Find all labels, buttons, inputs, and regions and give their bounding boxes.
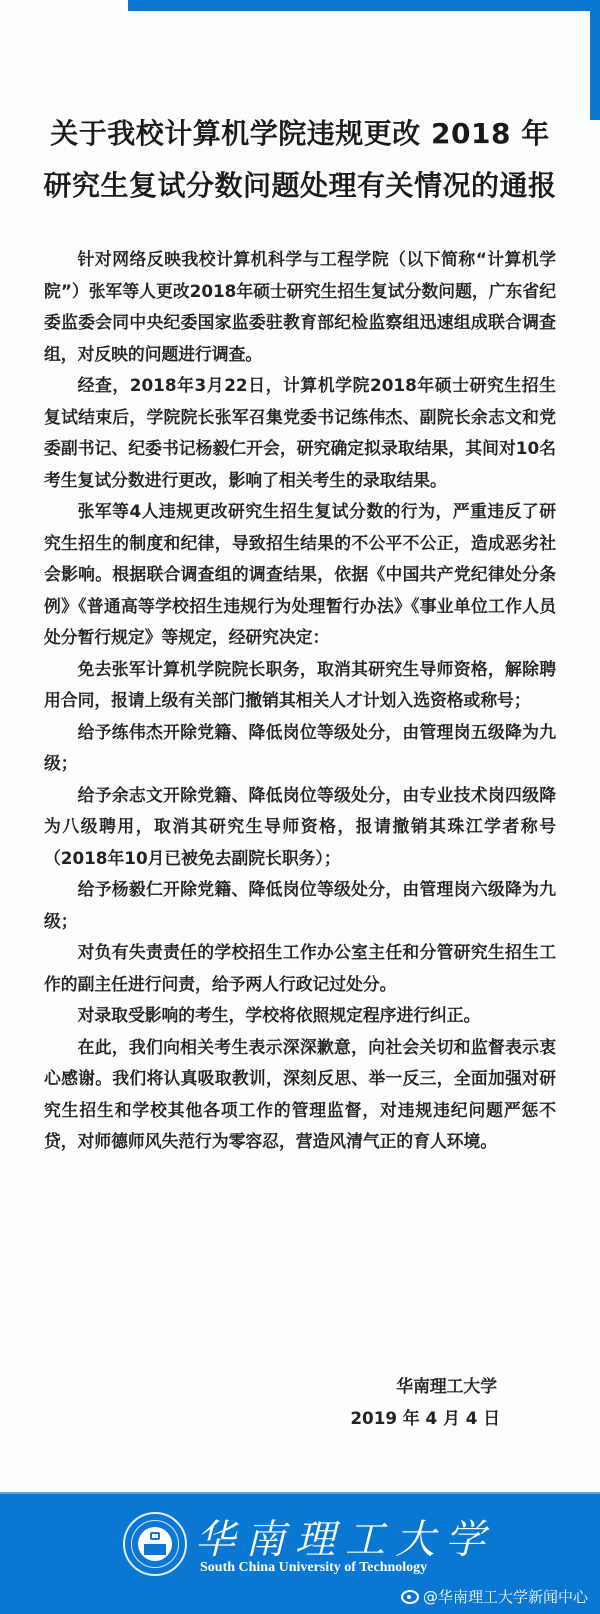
signature-organization: 华南理工大学	[396, 1376, 497, 1396]
university-name-cn: 华南理工大学	[195, 1517, 495, 1563]
weibo-icon	[401, 1590, 419, 1604]
right-accent-bar	[590, 0, 600, 120]
weibo-watermark	[401, 1586, 588, 1607]
watermark-text: @华南理工大学新闻中心	[422, 1588, 588, 1606]
paragraph-violation: 张军等4人违规更改研究生招生复试分数的行为，严重违反了研究生招生的制度和纪律，导致招生结果的不公平不公正，造成恶劣社会影响。根据联合调查组的调查结果，依据《中国共产党纪律处分条例》《普通高等学校招生违规行为处理暂行办法》《事业单位工作人员处分暂行规定》等规定，经研究决定：	[44, 501, 556, 647]
paragraph-correction: 对录取受影响的考生，学校将依照规定程序进行纠正。	[77, 1005, 481, 1025]
paragraph-intro: 针对网络反映我校计算机科学与工程学院（以下简称“计算机学院”）张军等人更改2018年硕士研究生招生复试分数问题，广东省纪委监委会同中央纪委国家监委驻教育部纪检监察组迅速组成联合调查组，对反映的问题进行调查。	[44, 249, 556, 364]
title-line-1: 关于我校计算机学院违规更改 2018 年	[50, 117, 550, 150]
university-seal-icon	[123, 1512, 187, 1576]
footer-banner	[0, 1492, 600, 1614]
title-line-2: 研究生复试分数问题处理有关情况的通报	[43, 169, 557, 202]
signature-date: 2019 年 4 月 4 日	[350, 1408, 500, 1428]
paragraph-findings: 经查，2018年3月22日，计算机学院2018年硕士研究生招生复试结束后，学院院长张军召集党委书记练伟杰、副院长余志文和党委副书记、纪委书记杨毅仁开会，研究确定拟录取结果，其间对10名考生复试分数进行更改，影响了相关考生的录取结果。	[44, 375, 556, 490]
paragraph-decision-yuzhiwen: 给予余志文开除党籍、降低岗位等级处分，由专业技术岗四级降为八级聘用，取消其研究生导师资格，报请撤销其珠江学者称号（2018年10月已被免去副院长职务）；	[44, 784, 556, 868]
seal-emblem	[150, 1532, 160, 1540]
university-name-en: South China University of Technology	[200, 1560, 428, 1575]
paragraph-decision-lianweijie: 给予练伟杰开除党籍、降低岗位等级处分，由管理岗五级降为九级；	[44, 721, 556, 773]
paragraph-apology: 在此，我们向相关考生表示深深歉意，向社会关切和监督表示衷心感谢。我们将认真吸取教训，深刻反思、举一反三，全面加强对研究生招生和学校其他各项工作的管理监督，对违规违纪问题严惩不贷，对师德师风失范行为零容忍，营造风清气正的育人环境。	[44, 1036, 556, 1151]
seal-building	[144, 1544, 166, 1555]
document-body	[44, 244, 556, 1158]
paragraph-decision-yangyiren: 给予杨毅仁开除党籍、降低岗位等级处分，由管理岗六级降为九级；	[44, 879, 556, 931]
document-title	[0, 108, 600, 212]
top-accent-bar	[128, 0, 600, 11]
paragraph-decision-zhangjun: 免去张军计算机学院院长职务，取消其研究生导师资格，解除聘用合同，报请上级有关部门撤销其相关人才计划入选资格或称号；	[44, 658, 556, 710]
paragraph-accountability: 对负有失责责任的学校招生工作办公室主任和分管研究生招生工作的副主任进行问责，给予两人行政记过处分。	[44, 942, 556, 994]
